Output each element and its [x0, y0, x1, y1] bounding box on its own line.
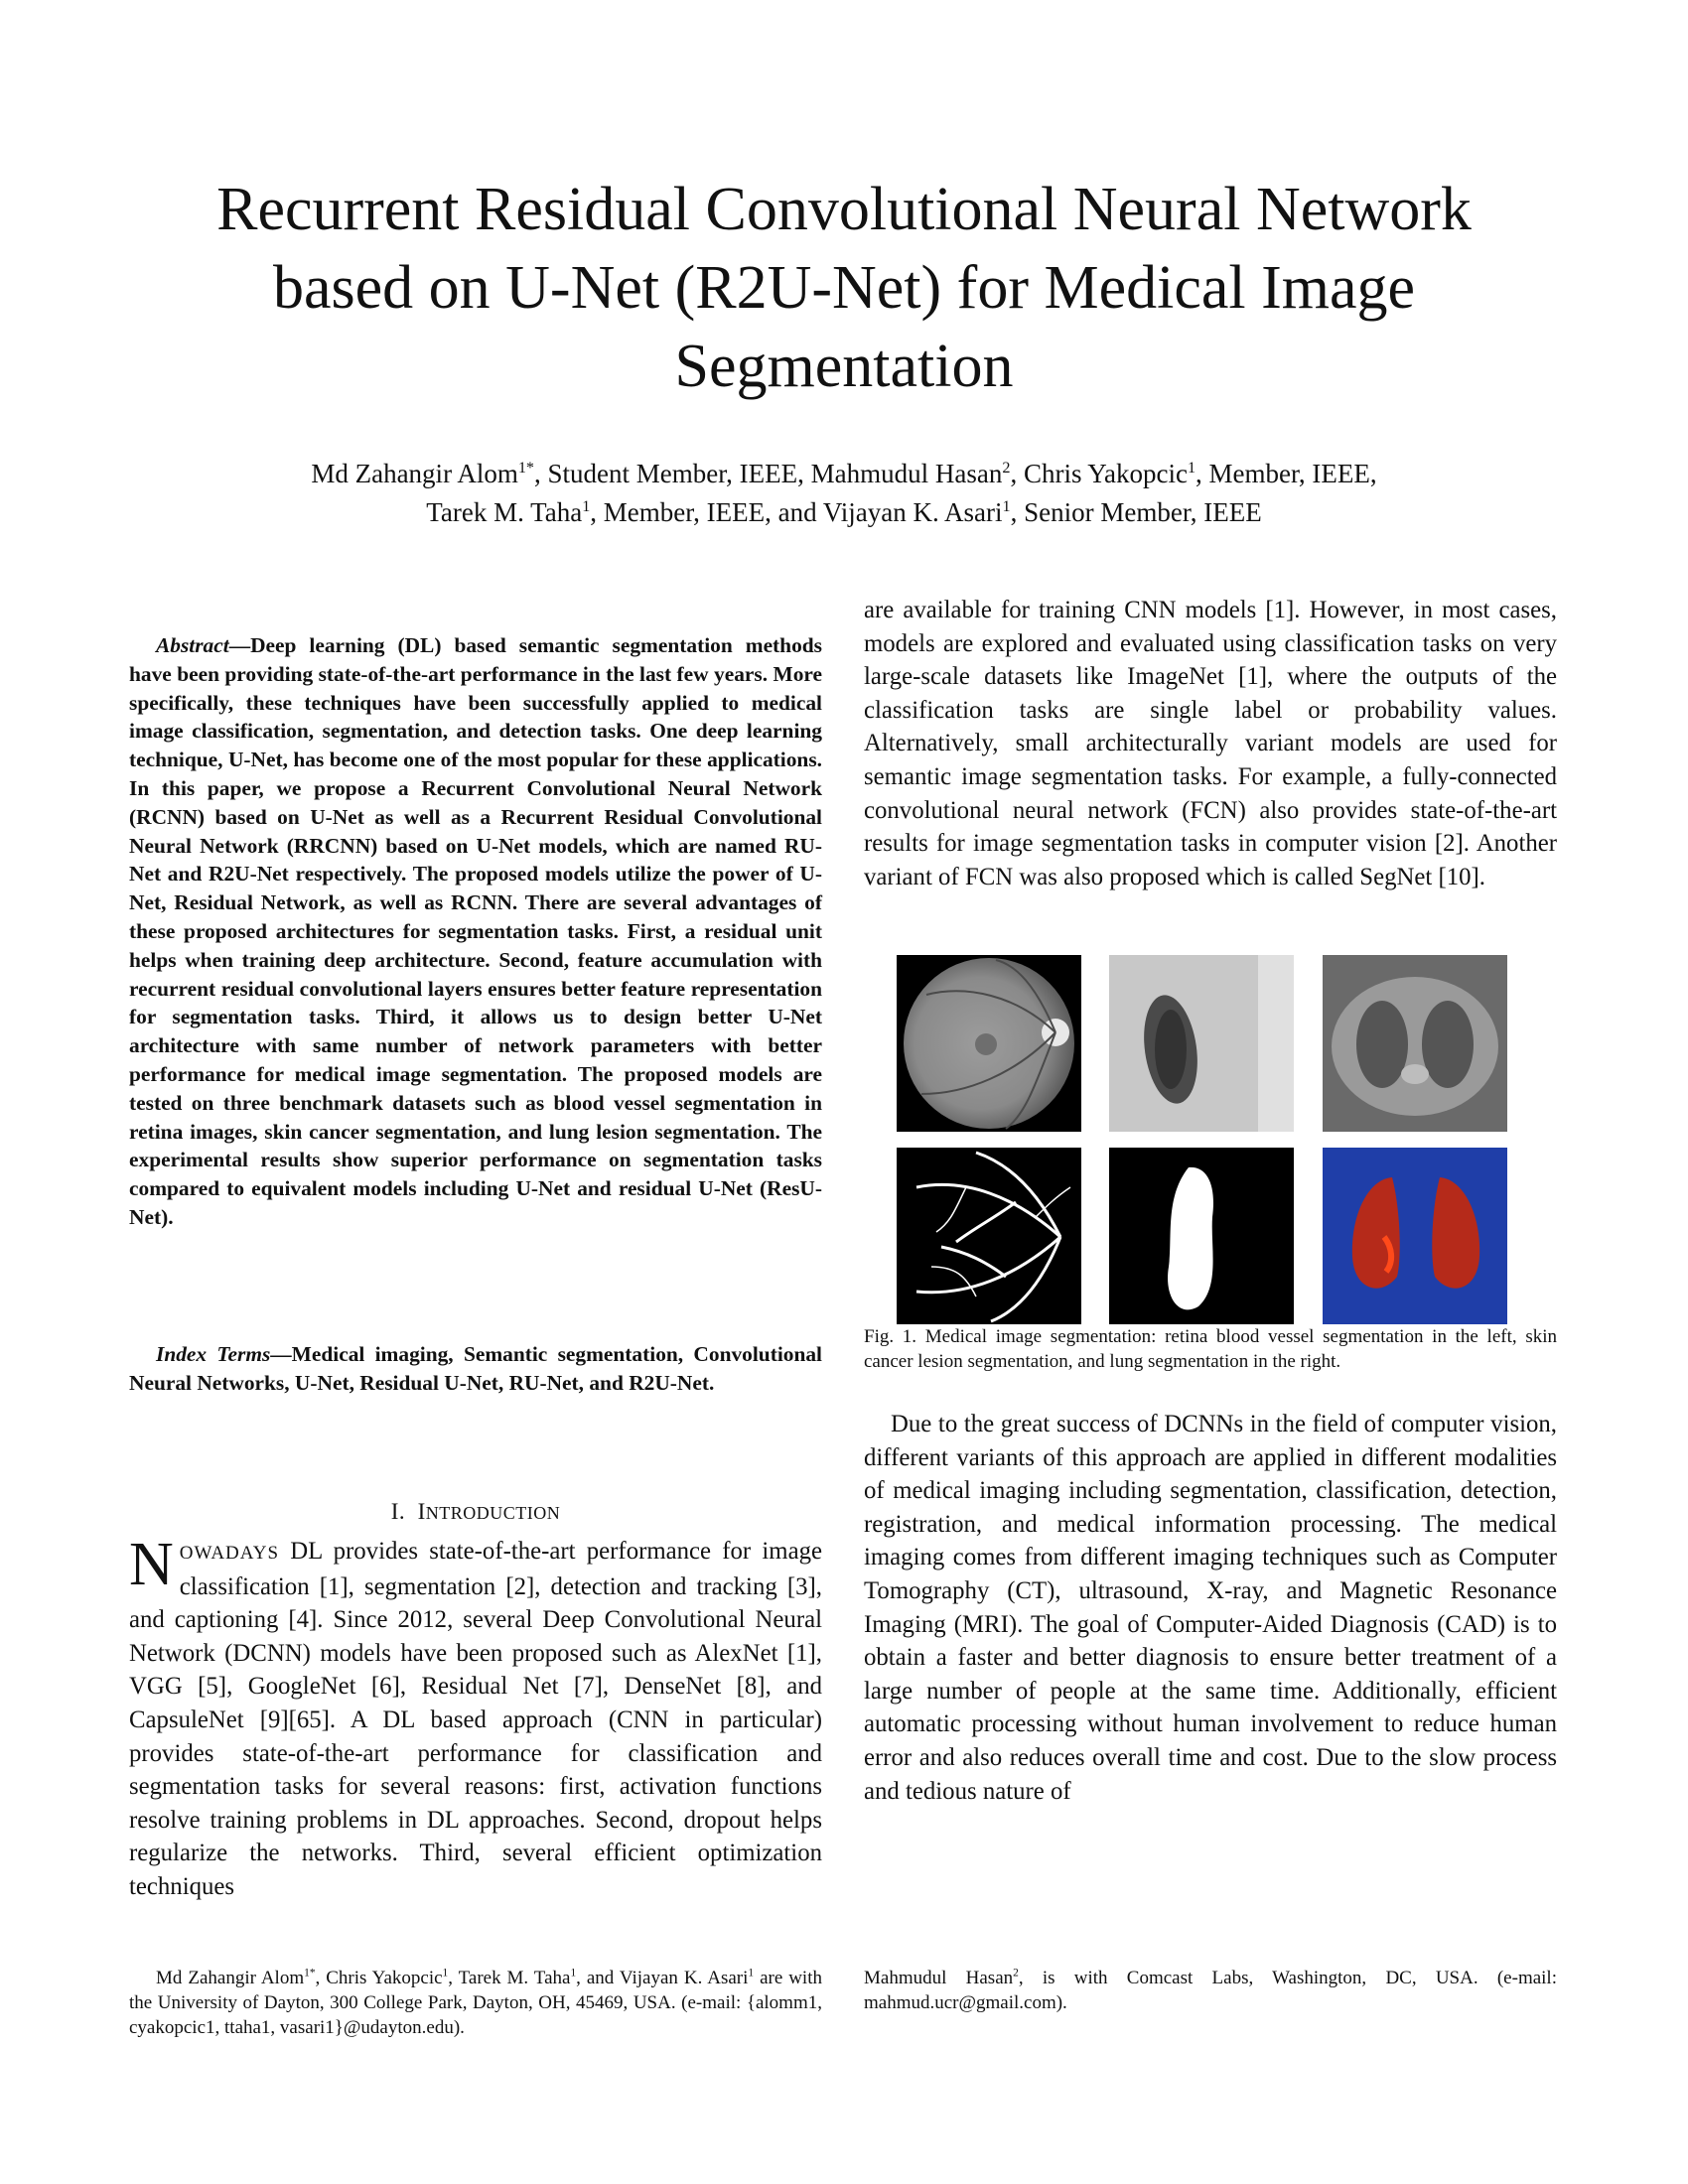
abstract-label: Abstract	[156, 633, 229, 657]
footnote-author: , Chris Yakopcic	[315, 1968, 443, 1988]
footnote-sup: 1*	[304, 1967, 316, 1979]
index-terms-dash: —	[270, 1342, 292, 1366]
index-terms	[129, 1340, 822, 1398]
author-name: Md Zahangir Alom	[311, 459, 518, 488]
drop-cap: N	[129, 1531, 174, 1598]
author-role: , Member, IEEE, and	[590, 497, 823, 527]
lung-ct-image	[1323, 955, 1507, 1132]
footnote-text: , is with Comcast Labs, Washington, DC, USA. (e-mail: mahmud.ucr@gmail.com).	[864, 1968, 1557, 2013]
author-affiliation: 1	[1187, 459, 1196, 477]
section-heading-introduction	[129, 1497, 822, 1528]
skin-lesion-image	[1109, 955, 1294, 1132]
footnote-author: , and Vijayan K. Asari	[576, 1968, 749, 1988]
author-name: Mahmudul Hasan	[810, 459, 1003, 488]
retina-fundus-image	[897, 955, 1081, 1132]
footnote-author: , Tarek M. Taha	[448, 1968, 571, 1988]
footnote-author: Md Zahangir Alom	[156, 1968, 305, 1988]
author-role: , Senior Member, IEEE	[1010, 497, 1262, 527]
lung-segmentation-mask	[1323, 1148, 1507, 1324]
skin-lesion-mask	[1109, 1148, 1294, 1324]
index-terms-label: Index Terms	[156, 1342, 271, 1366]
right-column-top-text	[864, 594, 1557, 893]
abstract	[129, 631, 822, 1232]
footnote-sup: 1	[748, 1967, 755, 1979]
abstract-text: Deep learning (DL) based semantic segmentation methods have been providing state-of-the-art performance in the last few years. More specifically, these techniques have been successfully applied to medical image classification, segmentation, and detection tasks. One deep learning technique, U-Net, has become one of the most popular for these applications. In this paper, we propose a Recurrent Convolutional Neural Network (RCNN) based on U-Net as well as a Recurrent Residual Convolutional Neural Network (RRCNN) based on U-Net models, which are named RU-Net and R2U-Net respectively. The proposed models utilize the power of U-Net, Residual Network, as well as RCNN. There are several advantages of these proposed architectures for segmentation tasks. First, a residual unit helps when training deep architecture. Second, feature accumulation with recurrent residual convolutional layers ensures better feature representation for segmentation tasks. Third, it allows us to design better U-Net architecture with same number of network parameters with better performance for medical image segmentation. The proposed models are tested on three benchmark datasets such as blood vessel segmentation in retina images, skin cancer segmentation, and lung lesion segmentation. The experimental results show superior performance on segmentation tasks compared to equivalent models including U-Net and residual U-Net (ResU-Net).	[129, 633, 822, 1229]
footnote-affiliations	[129, 1966, 822, 2040]
abstract-paragraph	[129, 631, 822, 1232]
footnote-paragraph	[129, 1966, 822, 2040]
author-affiliation: 1	[582, 497, 591, 515]
retina-vessel-mask	[897, 1148, 1081, 1324]
author-affiliation: 1*	[517, 459, 535, 477]
intro-paragraph	[129, 1531, 822, 1904]
right-column-bottom-text	[864, 1408, 1557, 1808]
index-terms-text: Medical imaging, Semantic segmentation, Convolutional Neural Networks, U-Net, Residual U-Net, RU-Net, and R2U-Net.	[129, 1342, 822, 1395]
intro-text: DL provides state-of-the-art performance for image classification [1], segmentation [2], detection and tracking [3], and captioning [4]. Since 2012, several Deep Convolutional Neural Network (DCNN) models have been proposed such as AlexNet [1], VGG [5], GoogleNet [6], Residual Net [7], DenseNet [8], and CapsuleNet [9][65]. A DL based approach (CNN in particular) provides state-of-the-art performance for classification and segmentation tasks for several reasons: first, activation functions resolve training problems in DL approaches. Second, dropout helps regularize the networks. Third, several efficient optimization techniques	[129, 1538, 822, 1900]
abstract-dash: —	[228, 633, 251, 657]
author-name: Chris Yakopcic	[1023, 459, 1188, 488]
footnote-sup: 1	[442, 1967, 449, 1979]
author-affiliation: 1	[1002, 497, 1011, 515]
author-list	[169, 455, 1519, 532]
section-number: I.	[390, 1499, 406, 1524]
figure-caption: Fig. 1. Medical image segmentation: retina blood vessel segmentation in the left, skin cancer lesion segmentation, and lung segmentation in the right.	[864, 1326, 1557, 1372]
intro-first-word: OWADAYS	[179, 1543, 280, 1564]
author-role: , Student Member, IEEE,	[534, 459, 811, 488]
paper-title: Recurrent Residual Convolutional Neural Network based on U-Net (R2U-Net) for Medical Image Segmentation	[216, 176, 1472, 400]
author-name: Vijayan K. Asari	[822, 497, 1003, 527]
footnote-text: are with the University of Dayton, 300 College Park, Dayton, OH, 45469, USA. (e-mail: {alomm1, cyakopcic1, ttaha1, vasari1}@udayton.edu).	[129, 1968, 822, 2038]
body-paragraph: are available for training CNN models [1]. However, in most cases, models are explored and evaluated using classification tasks on very large-scale datasets like ImageNet [1], where the outputs of the classification tasks are single label or probability values. Alternatively, small architecturally variant models are used for semantic image segmentation tasks. For example, a fully-connected convolutional neural network (FCN) also provides state-of-the-art results for image segmentation tasks in computer vision [2]. Another variant of FCN was also proposed which is called SegNet [10].	[864, 597, 1557, 890]
footnote-author: Mahmudul Hasan	[864, 1968, 1014, 1988]
footnote-sup: 2	[1013, 1967, 1019, 1979]
author-role: , Member, IEEE,	[1196, 459, 1377, 488]
author-role: ,	[1010, 459, 1024, 488]
index-terms-paragraph	[129, 1340, 822, 1398]
footnote-second-author	[864, 1966, 1557, 2015]
introduction-body	[129, 1531, 822, 1904]
section-title-initial: I	[417, 1499, 426, 1524]
body-paragraph: Due to the great success of DCNNs in the field of computer vision, different variants of this approach are applied in different modalities of medical imaging including segmentation, classification, detection, registration, and medical information processing. The medical imaging comes from different imaging techniques such as Computer Tomography (CT), ultrasound, X-ray, and Magnetic Resonance Imaging (MRI). The goal of Computer-Aided Diagnosis (CAD) is to obtain a faster and better diagnosis to ensure better treatment of a large number of people at the same time. Additionally, efficient automatic processing without human involvement to reduce human error and also reduces overall time and cost. Due to the slow process and tedious nature of	[864, 1411, 1557, 1805]
section-title-rest: NTRODUCTION	[425, 1503, 561, 1523]
mask-background	[1323, 1148, 1507, 1324]
footnote-paragraph	[864, 1966, 1557, 2015]
footnote-sup: 1	[570, 1967, 577, 1979]
author-name: Tarek M. Taha	[426, 497, 583, 527]
author-affiliation: 2	[1002, 459, 1011, 477]
